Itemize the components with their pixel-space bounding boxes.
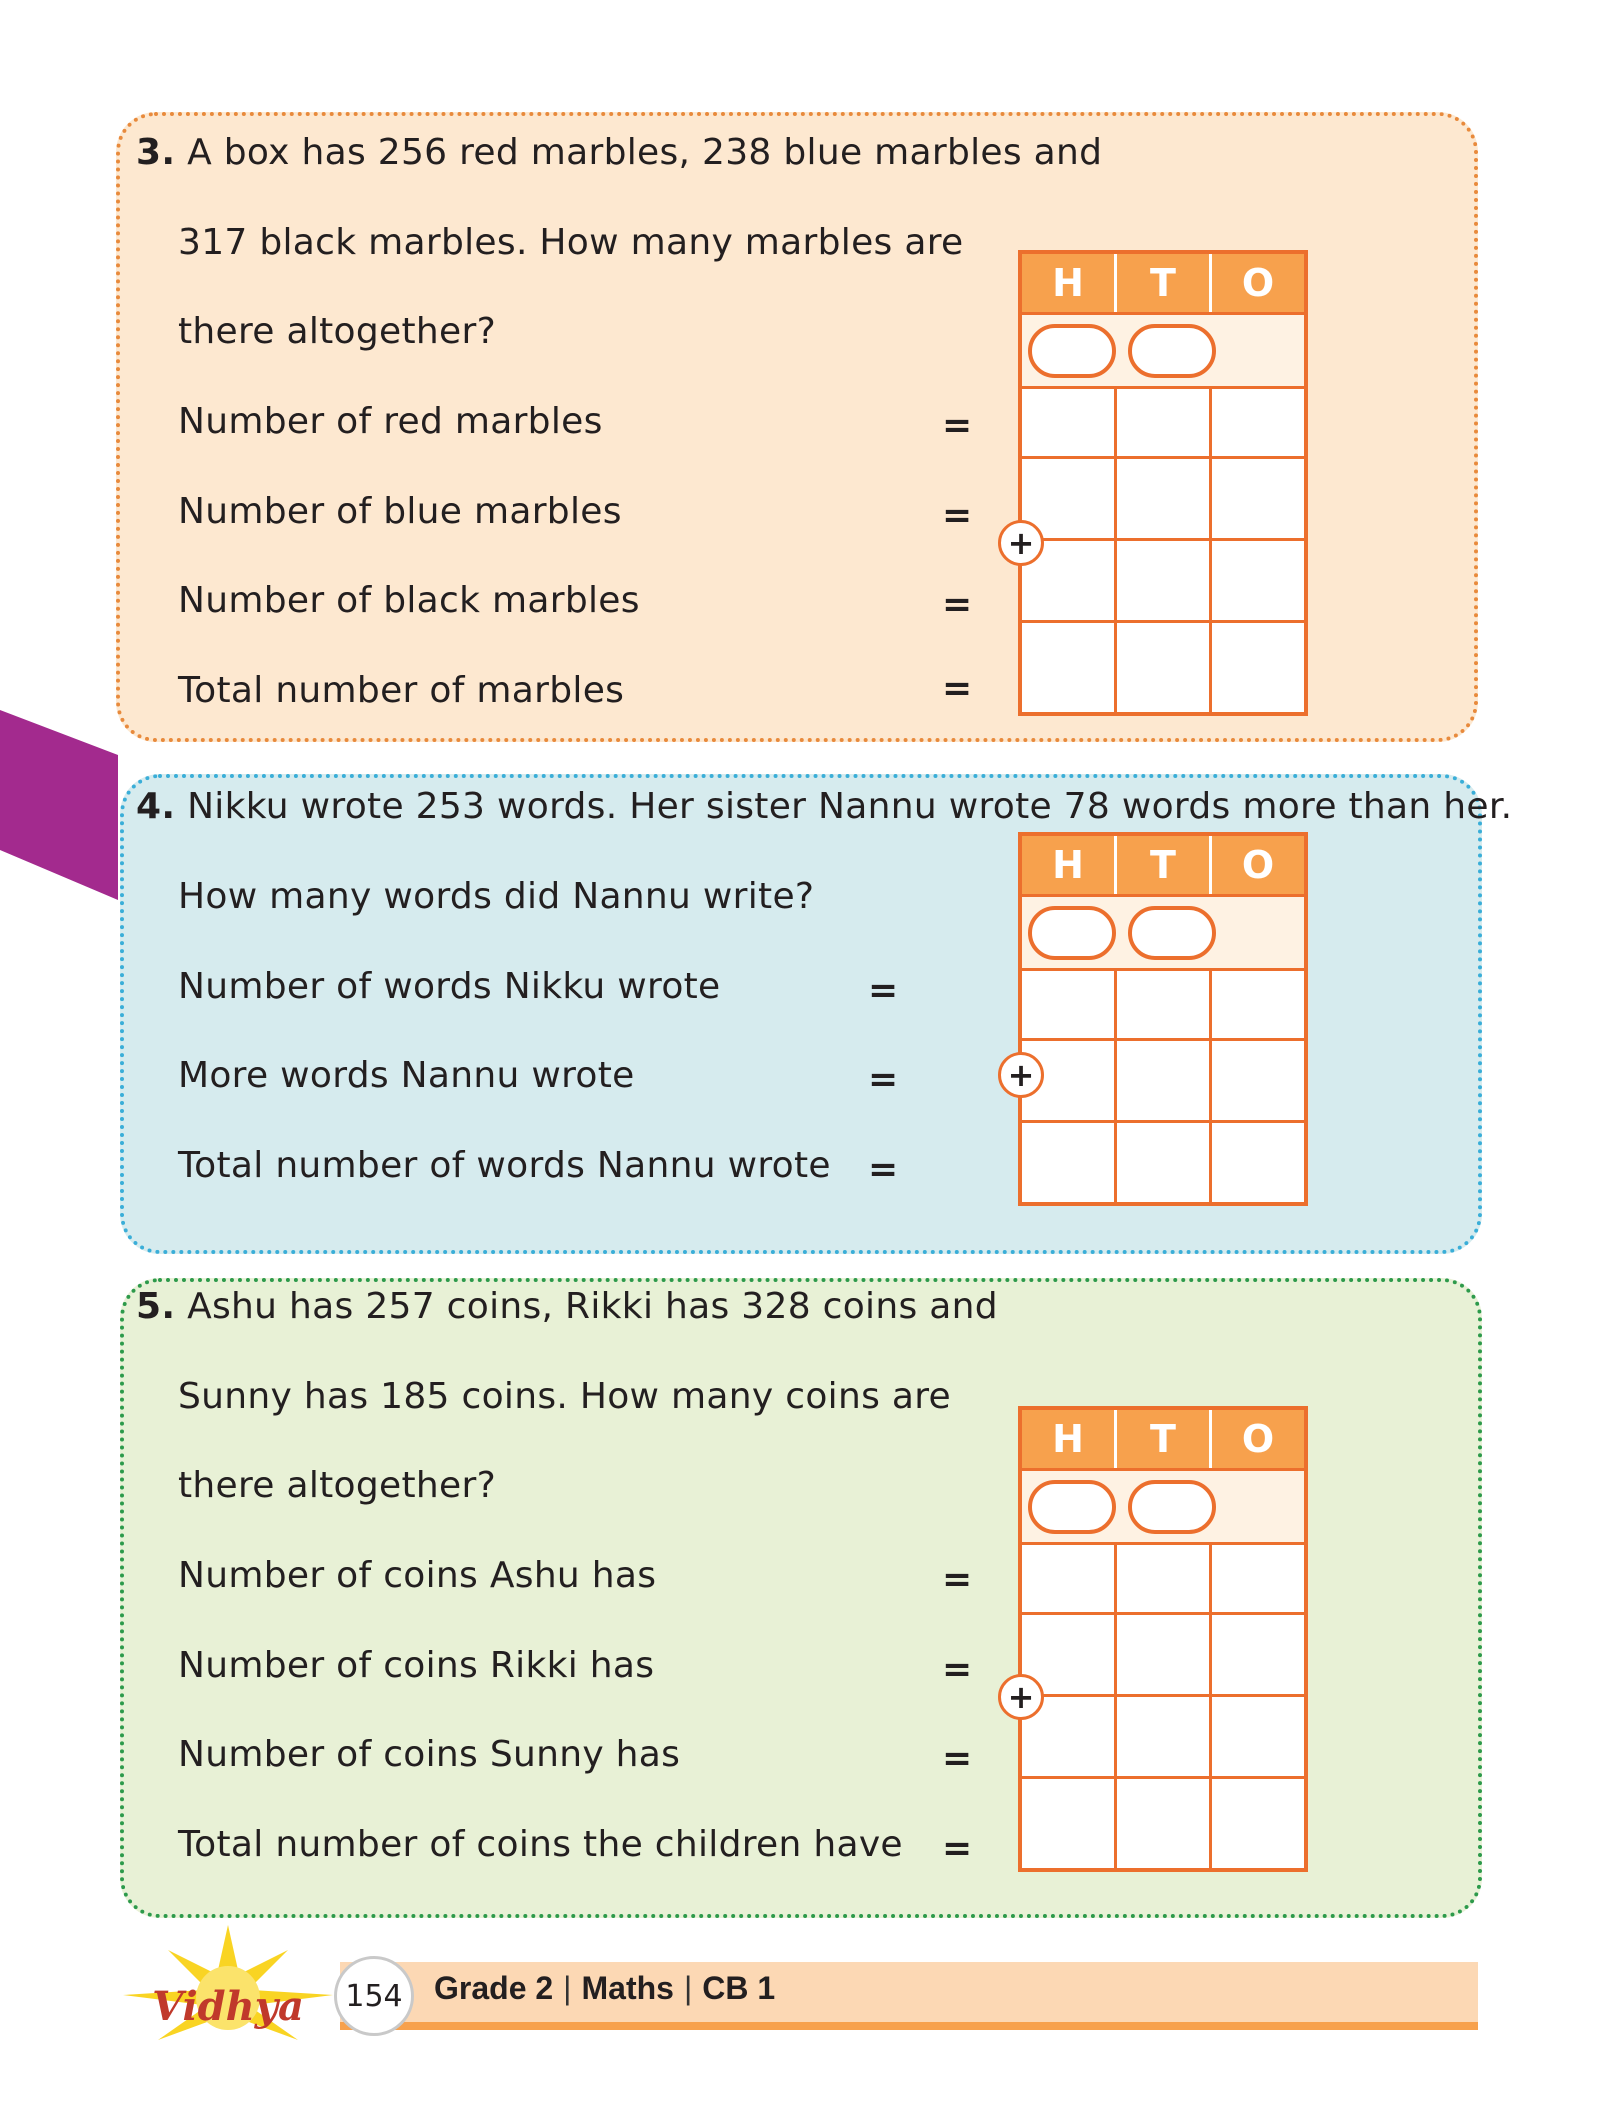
problem-3-question-line-1: 3. A box has 256 red marbles, 238 blue marbles and — [136, 132, 1103, 173]
answer-cell[interactable] — [1212, 1123, 1304, 1202]
answer-cell[interactable] — [1117, 1779, 1212, 1868]
equals-sign: = — [942, 584, 973, 625]
answer-cell[interactable] — [1022, 623, 1117, 712]
problem-5-hto-grid — [1018, 1406, 1308, 1872]
ones-header: O — [1241, 1417, 1275, 1461]
svg-text:Vidhya: Vidhya — [152, 1983, 304, 2030]
answer-cell[interactable] — [1212, 1615, 1304, 1694]
problem-5-question-line-2: Sunny has 185 coins. How many coins are — [178, 1376, 951, 1417]
answer-cell[interactable] — [1117, 1697, 1212, 1776]
carry-box-tens[interactable] — [1128, 906, 1216, 960]
answer-cell[interactable] — [1212, 1041, 1304, 1120]
answer-cell[interactable] — [1117, 1041, 1212, 1120]
problem-4-row-label-3: Total number of words Nannu wrote — [178, 1145, 831, 1186]
carry-row — [1022, 1468, 1304, 1542]
carry-box-hundreds[interactable] — [1028, 906, 1116, 960]
answer-cell[interactable] — [1022, 1123, 1117, 1202]
answer-cell[interactable] — [1117, 1615, 1212, 1694]
hto-header-row — [1022, 836, 1304, 894]
answer-cell[interactable] — [1117, 389, 1212, 456]
answer-cell[interactable] — [1117, 1123, 1212, 1202]
hundreds-header: H — [1022, 1410, 1117, 1468]
equals-sign: = — [942, 1828, 973, 1869]
answer-row — [1022, 1612, 1304, 1694]
answer-cell[interactable] — [1212, 623, 1304, 712]
answer-cell[interactable] — [1212, 459, 1304, 538]
answer-cell[interactable] — [1212, 1545, 1304, 1612]
answer-row — [1022, 1542, 1304, 1612]
tens-header: T — [1117, 836, 1212, 894]
answer-row — [1022, 1694, 1304, 1776]
problem-3-row-label-1: Number of red marbles — [178, 401, 603, 442]
answer-cell[interactable] — [1212, 541, 1304, 620]
equals-sign: = — [868, 1149, 899, 1190]
hto-header-row — [1022, 1410, 1304, 1468]
tens-header: T — [1117, 1410, 1212, 1468]
answer-cell[interactable] — [1117, 459, 1212, 538]
answer-row — [1022, 386, 1304, 456]
answer-row — [1022, 1120, 1304, 1202]
problem-3-question-line-2: 317 black marbles. How many marbles are — [178, 222, 964, 263]
equals-sign: = — [942, 405, 973, 446]
problem-4-question-line-1: 4. Nikku wrote 253 words. Her sister Nannu wrote 78 words more than her. — [136, 786, 1513, 827]
equals-sign: = — [942, 1738, 973, 1779]
answer-cell[interactable] — [1117, 1545, 1212, 1612]
answer-row — [1022, 1776, 1304, 1868]
footer-subject: Maths — [581, 1970, 674, 2006]
answer-cell[interactable] — [1212, 1779, 1304, 1868]
carry-row — [1022, 312, 1304, 386]
answer-row — [1022, 620, 1304, 712]
problem-5-question-line-3: there altogether? — [178, 1465, 496, 1506]
problem-3-row-label-3: Number of black marbles — [178, 580, 640, 621]
problem-3-question-line-3: there altogether? — [178, 311, 496, 352]
answer-row — [1022, 1038, 1304, 1120]
ones-header: O — [1241, 261, 1275, 305]
problem-4-row-label-1: Number of words Nikku wrote — [178, 966, 721, 1007]
equals-sign: = — [942, 495, 973, 536]
answer-cell[interactable] — [1212, 971, 1304, 1038]
problem-4-number: 4. — [136, 786, 176, 827]
answer-cell[interactable] — [1022, 971, 1117, 1038]
equals-sign: = — [868, 970, 899, 1011]
footer-grade: Grade 2 — [434, 1970, 554, 2006]
carry-box-hundreds[interactable] — [1028, 1480, 1116, 1534]
problem-3-row-label-4: Total number of marbles — [178, 670, 625, 711]
carry-row — [1022, 894, 1304, 968]
problem-5-number: 5. — [136, 1286, 176, 1327]
answer-cell[interactable] — [1212, 1697, 1304, 1776]
problem-4-row-label-2: More words Nannu wrote — [178, 1055, 635, 1096]
equals-sign: = — [942, 1559, 973, 1600]
answer-row — [1022, 456, 1304, 538]
carry-box-tens[interactable] — [1128, 1480, 1216, 1534]
equals-sign: = — [942, 1649, 973, 1690]
carry-box-tens[interactable] — [1128, 324, 1216, 378]
vidhya-logo — [118, 1920, 338, 2050]
equals-sign: = — [868, 1059, 899, 1100]
problem-5-row-label-4: Total number of coins the children have — [178, 1824, 903, 1865]
problem-5-row-label-2: Number of coins Rikki has — [178, 1645, 655, 1686]
problem-4-hto-grid — [1018, 832, 1308, 1206]
problem-5-row-label-1: Number of coins Ashu has — [178, 1555, 657, 1596]
chapter-tab-marker — [0, 700, 118, 900]
plus-icon: + — [998, 1674, 1044, 1720]
hto-header-row — [1022, 254, 1304, 312]
equals-sign: = — [942, 668, 973, 709]
plus-icon: + — [998, 1052, 1044, 1098]
ones-header: O — [1241, 843, 1275, 887]
answer-cell[interactable] — [1212, 389, 1304, 456]
hundreds-header: H — [1022, 254, 1117, 312]
problem-5-question-line-1: 5. Ashu has 257 coins, Rikki has 328 coins and — [136, 1286, 998, 1327]
problem-3-number: 3. — [136, 132, 176, 173]
plus-icon: + — [998, 520, 1044, 566]
answer-row — [1022, 538, 1304, 620]
answer-cell[interactable] — [1117, 623, 1212, 712]
answer-cell[interactable] — [1117, 541, 1212, 620]
tens-header: T — [1117, 254, 1212, 312]
answer-row — [1022, 968, 1304, 1038]
footer-label: Grade 2 | Maths | CB 1 — [434, 1970, 776, 2006]
hundreds-header: H — [1022, 836, 1117, 894]
problem-4-question-line-2: How many words did Nannu write? — [178, 876, 815, 917]
carry-box-hundreds[interactable] — [1028, 324, 1116, 378]
answer-cell[interactable] — [1022, 1545, 1117, 1612]
problem-5-row-label-3: Number of coins Sunny has — [178, 1734, 681, 1775]
footer-book: CB 1 — [702, 1970, 776, 2006]
answer-cell[interactable] — [1022, 389, 1117, 456]
page-number: 154 — [334, 1956, 414, 2036]
problem-3-row-label-2: Number of blue marbles — [178, 491, 622, 532]
problem-3-hto-grid — [1018, 250, 1308, 716]
answer-cell[interactable] — [1117, 971, 1212, 1038]
answer-cell[interactable] — [1022, 1779, 1117, 1868]
